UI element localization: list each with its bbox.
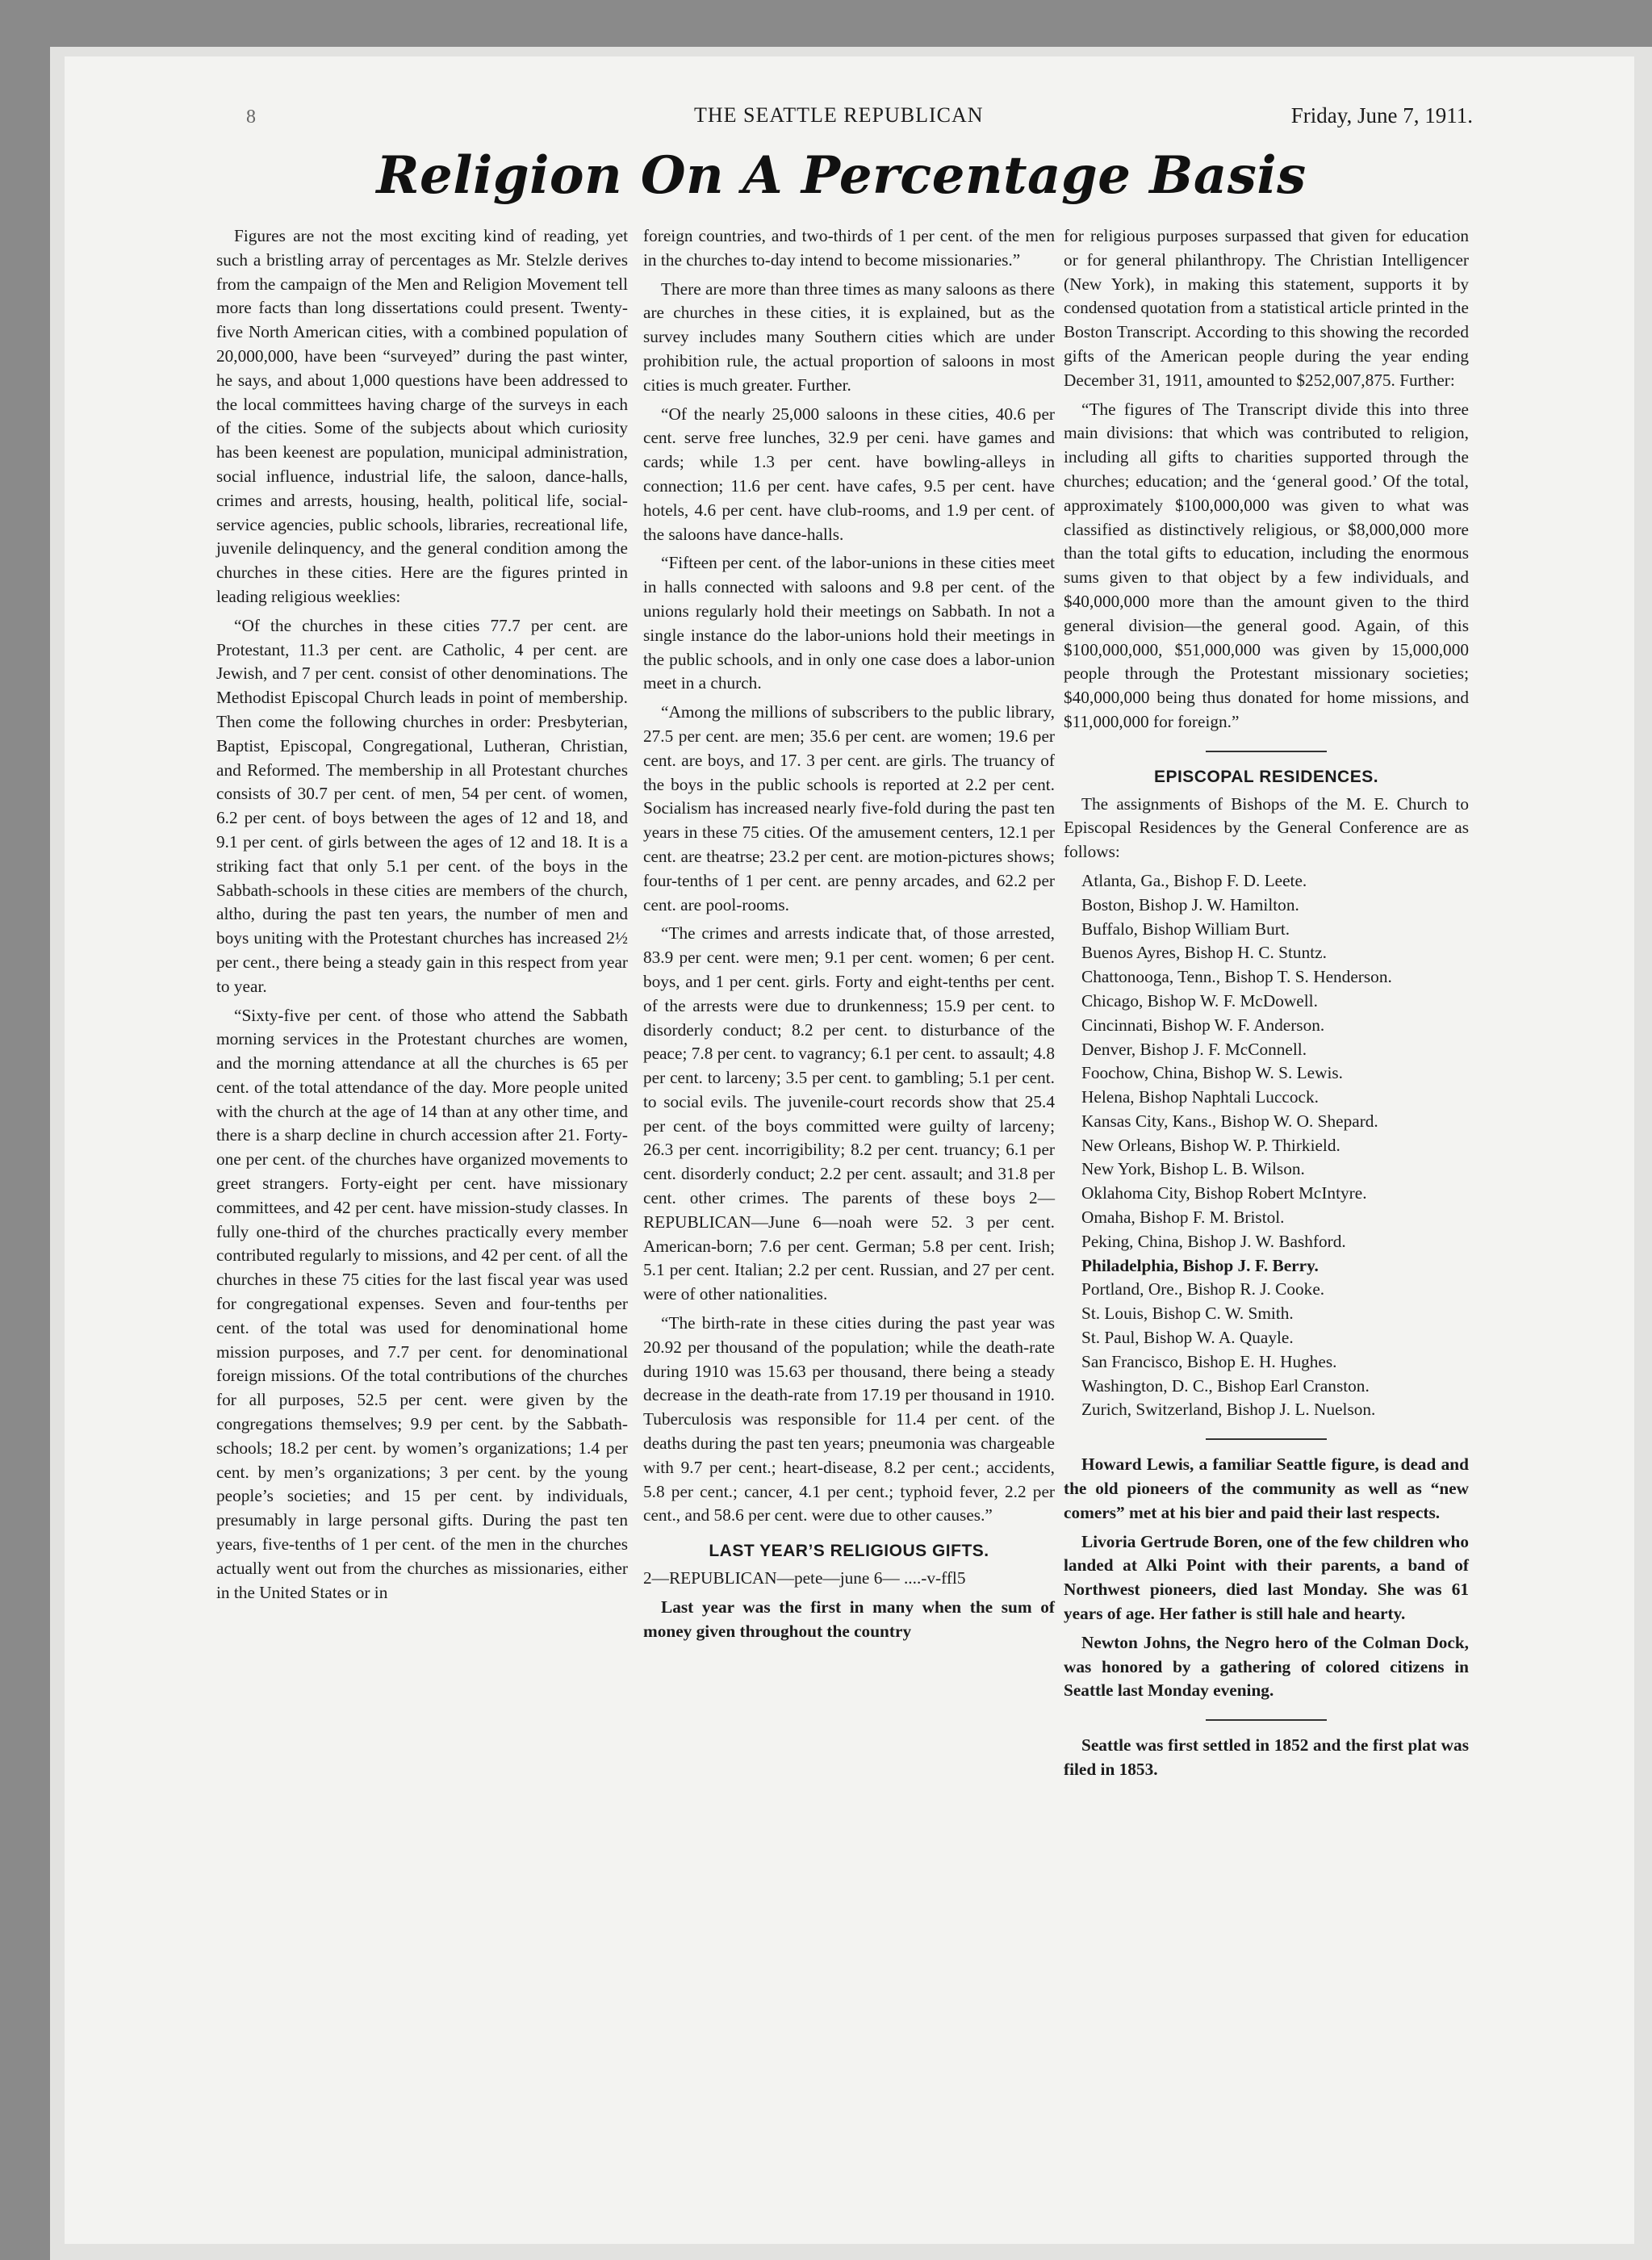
article-headline: Religion On A Percentage Basis xyxy=(376,145,1307,206)
news-item-name: Howard Lewis, xyxy=(1081,1454,1194,1475)
list-item: Boston, Bishop J. W. Hamilton. xyxy=(1081,894,1299,914)
list-item: Kansas City, Kans., Bishop W. O. Shepard. xyxy=(1081,1111,1378,1131)
page-header xyxy=(246,103,1473,136)
news-item-name: Livoria Gertrude Boren, xyxy=(1081,1531,1263,1551)
paragraph: “Among the millions of subscribers to the public library, 27.5 per cent. are men; 35.6 per cent. are women; 19.6 per cent. are boys, and 17. 3 per cent. are girls. The truancy of the boys in the public schools is reported at 2.2 per cent. Socialism has increased nearly five-fold during the past ten years in these 75 cities. Of the amusement centers, 12.1 per cent. are theatrse; 23.2 per cent. are motion-pictures shows; four-tenths of 1 per cent. are penny arcades, and 62.2 per cent. are pool-rooms. xyxy=(643,702,1055,914)
paragraph: The assignments of Bishops of the M. E. Church to Episcopal Residences by the General Conference are as follows: xyxy=(1064,793,1469,862)
paragraph: “Of the churches in these cities 77.7 per cent. are Protestant, 11.3 per cent. are Catholic, 4 per cent. are Jewish, and 7 per cent. consist of other denominations. The Methodist Episcopal Church leads in point of membership. Then come the following churches in order: Presbyterian, Baptist, Episcopal, Congregational, Lutheran, Christian, and Reformed. The membership in all Protestant churches consists of 30.7 per cent. of men, 54 per cent. of women, 6.2 per cent. of boys between the ages of 12 and 18, and 9.1 per cent. of girls between the ages of 12 and 18. It is a striking fact that only 5.1 per cent. of the boys in the Sabbath-schools in these cities are members of the church, altho, during the past ten years, the number of men and boys uniting with the Protestant churches has increased 2½ per cent., there being a steady gain in this respect from year to year. xyxy=(216,615,628,996)
closing-note: Seattle was first settled in 1852 and the first plat was filed in 1853. xyxy=(1064,1735,1469,1780)
list-item: Portland, Ore., Bishop R. J. Cooke. xyxy=(1081,1279,1325,1300)
list-item: Chicago, Bishop W. F. McDowell. xyxy=(1081,990,1318,1011)
news-item xyxy=(1064,1530,1469,1626)
paragraph: “The figures of The Transcript divide this into three main divisions: that which was contributed to religion, including all gifts to charities supported through the churches; education; and the ‘general good.’ Of the total, approximately $100,000,000 was given to what was classified as distinctively religious, or $8,000,000 more than the total gifts to education, including the enormous sums given to that object by a few individuals, and $40,000,000 more than the amount given to the third general division—the general good. Again, of this $100,000,000, $51,000,000 was given by 15,000,000 people through the Protestant missionary societies; $40,000,000 being thus donated for home missions, and $11,000,000 for foreign.” xyxy=(1064,399,1469,731)
list-item: Washington, D. C., Bishop Earl Cranston. xyxy=(1081,1375,1370,1396)
news-item xyxy=(1064,1631,1469,1703)
list-item: New Orleans, Bishop W. P. Thirkield. xyxy=(1081,1135,1340,1155)
paragraph: Figures are not the most exciting kind of reading, yet such a bristling array of percentages as Mr. Stelzle derives from the campaign of the Men and Religion Movement tell more facts than long dissertations could present. Twenty-five North American cities, with a combined population of 20,000,000, have been “surveyed” during the past winter, he says, and about 1,000 questions have been addressed to the local committees having charge of the surveys in each of the cities. Some of the subjects about which curiosity has been keenest are population, municipal administration, social influence, industrial life, the saloon, dance-halls, crimes and arrests, housing, health, political life, social-service agencies, public schools, libraries, recreational life, juvenile delinquency, and the general condition among the churches in these cities. Here are the figures printed in leading religious weeklies: xyxy=(216,226,628,606)
divider xyxy=(1206,751,1327,752)
bishop-assignments-list xyxy=(1081,869,1469,1422)
list-item: Helena, Bishop Naphtali Luccock. xyxy=(1081,1087,1319,1107)
paragraph: for religious purposes surpassed that given for education or for general philanthropy. The Christian Intelligencer (New York), in making this statement, supports it by condensed quotation from a statistical article printed in the Boston Transcript. According to this showing the recorded gifts of the American people during the year ending December 31, 1911, amounted to $252,007,875. Further: xyxy=(1064,226,1469,390)
paragraph: “The birth-rate in these cities during the past year was 20.92 per thousand of the population; while the death-rate during 1910 was 15.63 per thousand, there being a steady decrease in the death-rate from 17.19 per thousand in 1910. Tuberculosis was responsible for 11.4 per cent. of the deaths during the past ten years; pneumonia was chargeable with 9.7 per cent.; heart-disease, 8.2 per cent.; accidents, 5.8 per cent.; cancer, 4.1 per cent.; typhoid fever, 2.2 per cent., and 58.6 per cent. were due to other causes.” xyxy=(643,1313,1055,1526)
list-item: Foochow, China, Bishop W. S. Lewis. xyxy=(1081,1063,1344,1083)
news-item-text: one of the few children who landed at Alki Point with their parents, a band of Northwest pioneers, died last Monday. She was 61 years of age. Her father is still hale and hearty. xyxy=(1064,1531,1469,1624)
paper-name: THE SEATTLE REPUBLICAN xyxy=(694,103,984,127)
paragraph: “Of the nearly 25,000 saloons in these cities, 40.6 per cent. serve free lunches, 32.9 per ceni. have games and cards; while 1.3 per cent. have bowling-alleys in connection; 11.6 per cent. have cafes, 9.5 per cent. have hotels, 4.6 per cent. have club-rooms, and 1.9 per cent. of the saloons have dance-halls. xyxy=(643,404,1055,544)
divider xyxy=(1206,1719,1327,1721)
paragraph: Last year was the first in many when the sum of money given throughout the country xyxy=(643,1597,1055,1641)
paragraph: “Fifteen per cent. of the labor-unions in these cities meet in halls connected with saloons and 9.8 per cent. of the unions regularly hold their meetings on Sabbath. In not a single instance do the labor-unions hold their meetings in the public schools, and in only one case does a labor-union meet in a church. xyxy=(643,553,1055,693)
list-item: Buenos Ayres, Bishop H. C. Stuntz. xyxy=(1081,943,1327,963)
news-item xyxy=(1064,1453,1469,1525)
list-item: Buffalo, Bishop William Burt. xyxy=(1081,919,1290,939)
section-heading-episcopal-residences: EPISCOPAL RESIDENCES. xyxy=(1153,767,1379,786)
list-item: Cincinnati, Bishop W. F. Anderson. xyxy=(1081,1015,1325,1035)
list-item: Chattonooga, Tenn., Bishop T. S. Henderson. xyxy=(1081,967,1392,987)
paragraph: “Sixty-five per cent. of those who attend the Sabbath morning services in the Protestant churches are women, and the morning attendance at all the churches is 65 per cent. of the total attendance of the day. More people united with the church at the age of 14 than at any other time, and there is a sharp decline in church accession after 21. Forty-one per cent. of the churches have organized movements to greet strangers. Forty-eight per cent. have missionary committees, and 42 per cent. have mission-study classes. In fully one-third of the churches practically every member contributed regularly to missions, and 42 per cent. of all the churches in these 75 cities for the last fiscal year was used for congregational expenses. Seven and four-tenths per cent. of the total was used for denominational home mission purposes, and 7.7 per cent. for denominational foreign missions. Of the total contributions of the churches for all purposes, 52.5 per cent. were given by the congregations themselves; 9.9 per cent. by the Sabbath-schools; 18.2 per cent. by women’s organizations; 1.4 per cent. by men’s organizations; 3 per cent. by the young people’s societies; and 15 per cent. by individuals, presumably in large personal gifts. During the past ten years, five-tenths of 1 per cent. of the men in the churches actually went out from the churches as missionaries, either in the United States or in xyxy=(216,1005,628,1602)
column-3 xyxy=(1064,224,1469,1787)
list-item: St. Paul, Bishop W. A. Quayle. xyxy=(1081,1328,1294,1348)
paragraph: There are more than three times as many saloons as there are churches in these cities, it is explained, but as the survey includes many Southern cities which are under prohibition rule, the actual proportion of saloons in most cities is much greater. Further. xyxy=(643,278,1055,395)
news-item-text: a familiar Seattle figure, is dead and the old pioneers of the community as well as “new comers” met at his bier and paid their last respects. xyxy=(1064,1454,1469,1522)
list-item: Peking, China, Bishop J. W. Bashford. xyxy=(1081,1231,1346,1251)
list-item: Denver, Bishop J. F. McConnell. xyxy=(1081,1039,1307,1059)
list-item: Zurich, Switzerland, Bishop J. L. Nuelson. xyxy=(1081,1400,1376,1420)
wire-slug: 2—REPUBLICAN—pete—june 6— ....-v-ffl5 xyxy=(643,1568,966,1588)
list-item: San Francisco, Bishop E. H. Hughes. xyxy=(1081,1351,1337,1371)
column-1 xyxy=(216,224,628,1609)
paragraph: foreign countries, and two-thirds of 1 per cent. of the men in the churches to-day intend to become missionaries.” xyxy=(643,226,1055,270)
page-number: 8 xyxy=(246,107,256,128)
section-heading-religious-gifts: LAST YEAR’S RELIGIOUS GIFTS. xyxy=(709,1542,989,1561)
news-item-text: the Negro hero of the Colman Dock, was honored by a gathering of colored citizens in Seattle last Monday evening. xyxy=(1064,1632,1469,1701)
divider xyxy=(1206,1438,1327,1440)
list-item: Omaha, Bishop F. M. Bristol. xyxy=(1081,1207,1285,1228)
column-2 xyxy=(643,224,1055,1648)
list-item: Oklahoma City, Bishop Robert McIntyre. xyxy=(1081,1183,1367,1203)
paragraph: “The crimes and arrests indicate that, of those arrested, 83.9 per cent. were men; 9.1 per cent. women; 6 per cent. boys, and 1 per cent. girls. Forty and eight-tenths per cent. of the arrests were due to drunkenness; 15.9 per cent. to disorderly conduct; 8.2 per cent. to disturbance of the peace; 7.8 per cent. to vagrancy; 6.1 per cent. to assault; 4.8 per cent. to larceny; 3.5 per cent. to gambling; 5.1 per cent. to social evils. The juvenile-court records show that 25.4 per cent. of the boys committed were guilty of larceny; 26.3 per cent. incorrigibility; 8.2 per cent. truancy; 6.1 per cent. disorderly conduct; 2.2 per cent. assault; and 31.8 per cent. other crimes. The parents of these boys 2—REPUBLICAN—June 6—noah were 52. 3 per cent. American-born; 7.6 per cent. German; 5.8 per cent. Irish; 5.1 per cent. Italian; 2.2 per cent. Russian, and 27 per cent. were of other nationalities. xyxy=(643,923,1055,1304)
news-item-name: Newton Johns, xyxy=(1081,1632,1191,1652)
list-item: New York, Bishop L. B. Wilson. xyxy=(1081,1159,1305,1179)
list-item: St. Louis, Bishop C. W. Smith. xyxy=(1081,1304,1294,1324)
list-item: Atlanta, Ga., Bishop F. D. Leete. xyxy=(1081,870,1307,890)
list-item: Philadelphia, Bishop J. F. Berry. xyxy=(1081,1255,1319,1275)
issue-date: Friday, June 7, 1911. xyxy=(1290,103,1473,128)
